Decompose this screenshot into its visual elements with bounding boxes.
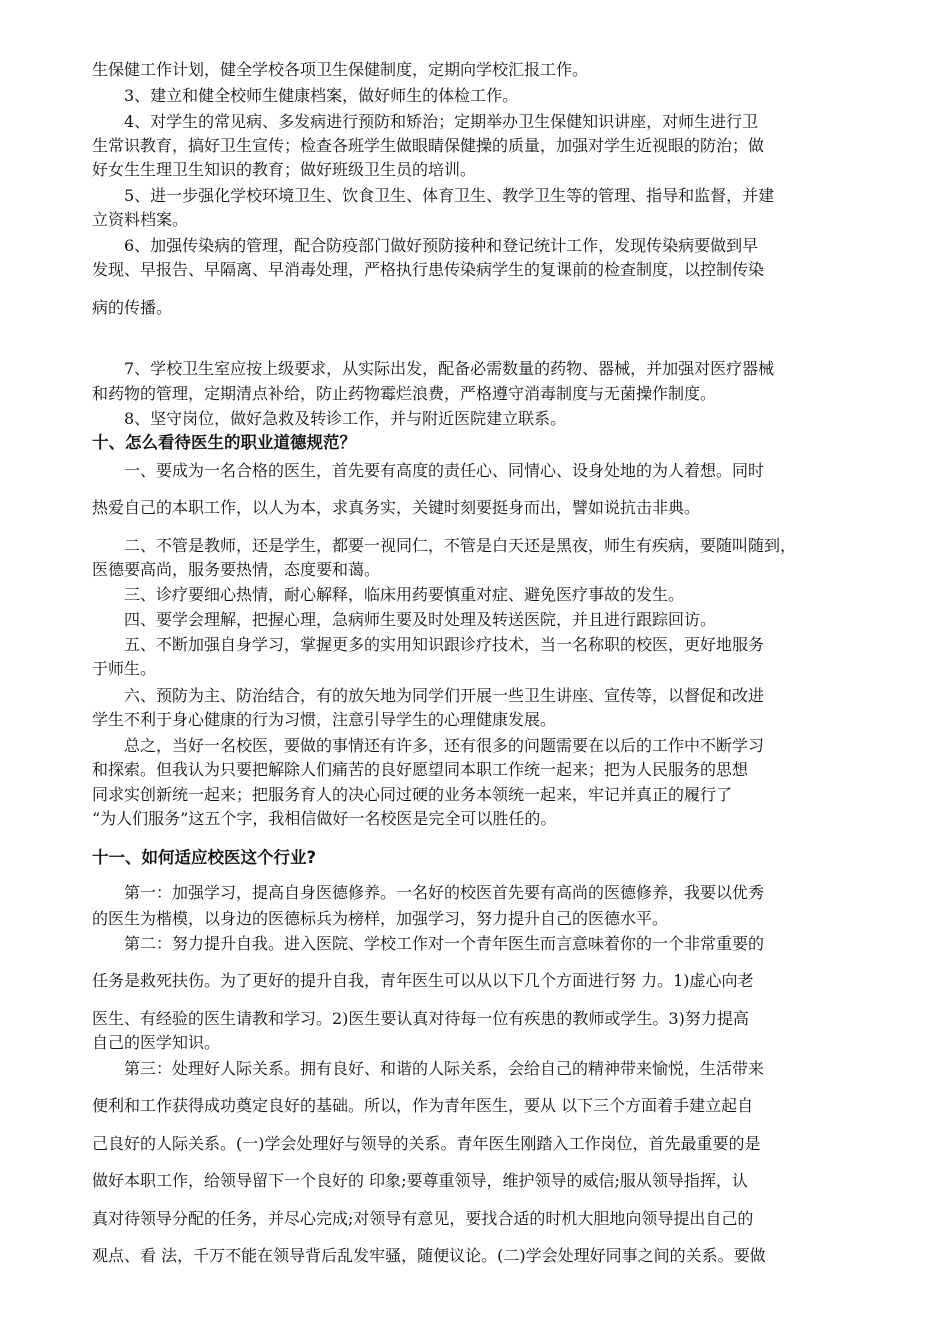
text-line: 任务是救死扶伤。为了更好的提升自我，青年医生可以从以下几个方面进行努 力。1)虚心向老 <box>92 971 754 990</box>
text-line: 医生、有经验的医生请教和学习。2)医生要认真对待每一位有疾患的教师或学生。3)努力提高 <box>92 1009 749 1028</box>
text-line: 观点、看 法，千万不能在领导背后乱发牢骚，随便议论。(二)学会处理好同事之间的关系。要做 <box>92 1246 766 1265</box>
text-line: 7、学校卫生室应按上级要求，从实际出发，配备必需数量的药物、器械，并加强对医疗器械 <box>92 359 775 378</box>
text-line: 的医生为楷模，以身边的医德标兵为榜样，加强学习，努力提升自己的医德水平。 <box>92 909 669 928</box>
text-line: 生保健工作计划，健全学校各项卫生保健制度，定期向学校汇报工作。 <box>92 60 589 79</box>
text-line: 4、对学生的常见病、多发病进行预防和矫治；定期举办卫生保健知识讲座，对师生进行卫 <box>92 112 759 131</box>
text-line: 便利和工作获得成功奠定良好的基础。所以，作为青年医生，要从 以下三个方面着手建立起自 <box>92 1096 754 1115</box>
text-line: 热爱自己的本职工作，以人为本，求真务实，关键时刻要挺身而出，譬如说抗击非典。 <box>92 498 701 517</box>
text-line: 于师生。 <box>92 659 157 678</box>
text-line: 医德要高尚，服务要热情，态度要和蔼。 <box>92 560 381 579</box>
text-line: 生常识教育，搞好卫生宣传；检查各班学生做眼睛保健操的质量，加强对学生近视眼的防治；做 <box>92 136 765 155</box>
text-line: 总之，当好一名校医，要做的事情还有许多，还有很多的问题需要在以后的工作中不断学习 <box>92 736 765 755</box>
text-line: 四、要学会理解，把握心理，急病师生要及时处理及转送医院，并且进行跟踪回访。 <box>92 610 717 629</box>
text-line: 学生不利于身心健康的行为习惯，注意引导学生的心理健康发展。 <box>92 710 557 729</box>
text-line: 和药物的管理，定期清点补给，防止药物霉烂浪费，严格遵守消毒制度与无菌操作制度。 <box>92 384 717 403</box>
text-line: 第三：处理好人际关系。拥有良好、和谐的人际关系，会给自己的精神带来愉悦，生活带来 <box>92 1059 765 1078</box>
text-line: 和探索。但我认为只要把解除人们痛苦的良好愿望同本职工作统一起来；把为人民服务的思想 <box>92 760 749 779</box>
text-line: 自己的医学知识。 <box>92 1033 221 1052</box>
section-heading: 十、怎么看待医生的职业道德规范？ <box>92 433 356 452</box>
text-line: 好女生生理卫生知识的教育；做好班级卫生员的培训。 <box>92 160 477 179</box>
text-line: 第二：努力提升自我。进入医院、学校工作对一个青年医生而言意味着你的一个非常重要的 <box>92 934 765 953</box>
text-line: 六、预防为主、防治结合，有的放矢地为同学们开展一些卫生讲座、宣传等，以督促和改进 <box>92 686 765 705</box>
text-line: 8、坚守岗位，做好急救及转诊工作，并与附近医院建立联系。 <box>92 409 567 428</box>
text-line: 发现、早报告、早隔离、早消毒处理，严格执行患传染病学生的复课前的检查制度，以控制传染 <box>92 260 765 279</box>
text-line: 5、进一步强化学校环境卫生、饮食卫生、体育卫生、教学卫生等的管理、指导和监督，并建 <box>92 186 775 205</box>
text-line: 一、要成为一名合格的医生，首先要有高度的责任心、同情心、设身处地的为人着想。同时 <box>92 461 765 480</box>
text-line: 病的传播。 <box>92 298 173 317</box>
text-line: 6、加强传染病的管理，配合防疫部门做好预防接种和登记统计工作，发现传染病要做到早 <box>92 236 759 255</box>
text-line: 第一：加强学习，提高自身医德修养。一名好的校医首先要有高尚的医德修养，我要以优秀 <box>92 883 765 902</box>
text-line: 真对待领导分配的任务，并尽心完成;对领导有意见，要找合适的时机大胆地向领导提出自己的 <box>92 1209 754 1228</box>
section-heading: 十一、如何适应校医这个行业? <box>92 848 317 867</box>
text-line: 五、不断加强自身学习，掌握更多的实用知识跟诊疗技术，当一名称职的校医，更好地服务 <box>92 635 765 654</box>
text-line: 己良好的人际关系。(一)学会处理好与领导的关系。青年医生刚踏入工作岗位，首先最重要的是 <box>92 1134 761 1153</box>
text-line: 做好本职工作，给领导留下一个良好的 印象;要尊重领导，维护领导的威信;服从领导指挥，认 <box>92 1171 748 1190</box>
text-line: 二、不管是教师，还是学生，都要一视同仁，不管是白天还是黑夜，师生有疾病，要随叫随到， <box>92 536 797 555</box>
text-line: 三、诊疗要细心热情，耐心解释，临床用药要慎重对症、避免医疗事故的发生。 <box>92 585 685 604</box>
text-line: “为人们服务”这五个字，我相信做好一名校医是完全可以胜任的。 <box>92 809 557 828</box>
text-line: 3、建立和健全校师生健康档案，做好师生的体检工作。 <box>92 86 519 105</box>
text-line: 同求实创新统一起来；把服务育人的决心同过硬的业务本领统一起来，牢记并真正的履行了 <box>92 785 733 804</box>
text-line: 立资料档案。 <box>92 210 189 229</box>
